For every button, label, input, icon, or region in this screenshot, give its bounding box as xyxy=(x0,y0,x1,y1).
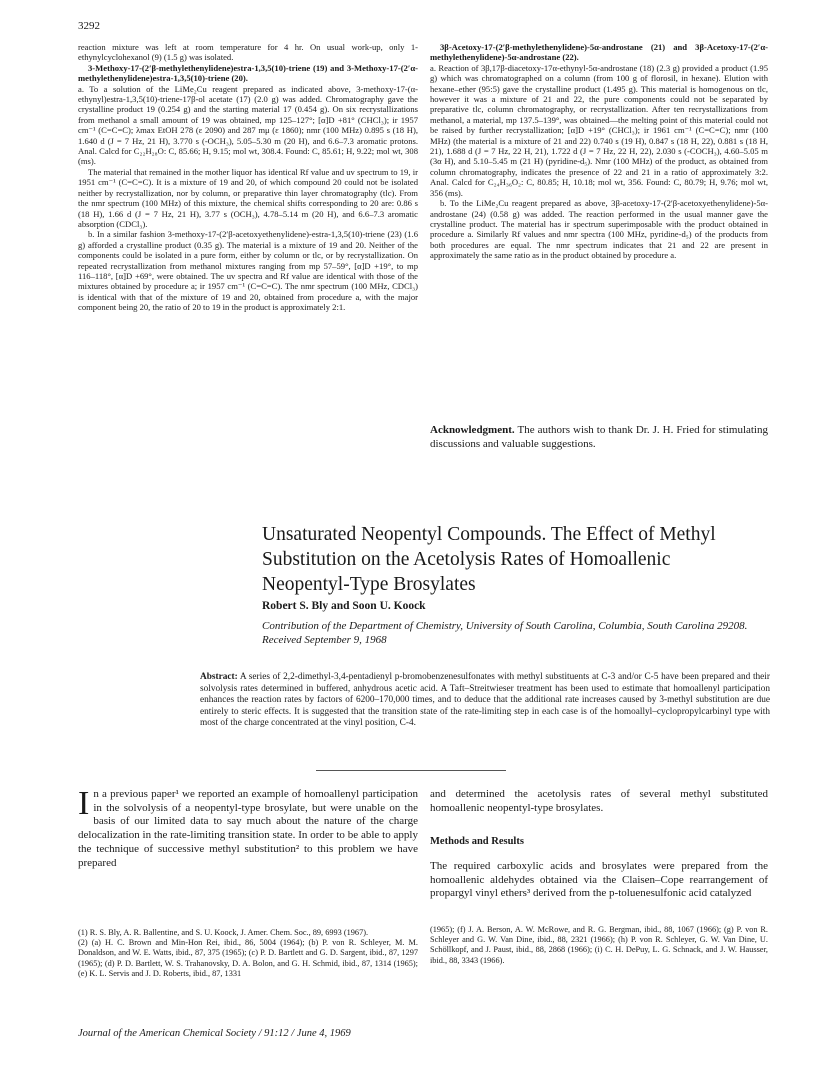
intro-paragraph: n a previous paper¹ we reported an example of homoallenyl participation in the solvolysis of a neopentyl-type brosylate, but were unable on the basis of our limited data to say much about the nature of the charge delocalization in the rate-limiting transition state. In order to be able to apply the technique of successive methyl substitution² to this problem we have prepared xyxy=(78,788,418,869)
acknowledgment xyxy=(430,424,768,451)
intro-text-left xyxy=(78,785,418,870)
contribution-note: Contribution of the Department of Chemistry, University of South Carolina, Columbia, South Carolina 29208. Received September 9, 1968 xyxy=(262,620,748,646)
article-title: Unsaturated Neopentyl Compounds. The Effect of Methyl Substitution on the Acetolysis Rates of Homoallenic Neopentyl-Type Brosylates xyxy=(262,524,716,595)
footnotes-right xyxy=(430,925,768,966)
article-authors: Robert S. Bly and Soon U. Koock xyxy=(262,600,426,612)
compound-heading: 3β-Acetoxy-17-(2′β-methylethenylidene)-5α-androstane (21) and 3β-Acetoxy-17-(2′α-methylethenylidene)-5α-androstane (22). xyxy=(430,42,768,63)
paragraph: The material that remained in the mother liquor has identical Rf value and uv spectrum to 19, ir 1951 cm⁻¹ (C=C=C). It is a mixture of 19 and 20, of which compound 20 could not be isolated neither by recrystallization, nor by column, or preparative thin layer chromatography (tlc). From the nmr spectrum (100 MHz) of this mixture, the chemical shifts corresponding to 20 are: 0.86 s (18 H), 1.66 d (J = 7 Hz, 21 H), 3.77 s (OCH₃), 4.78–5.14 m (20 H), and 6.6–7.3 aromatic absorption (CDCl₃). xyxy=(78,166,418,229)
paragraph: b. To the LiMe₂Cu reagent prepared as above, 3β-acetoxy-17-(2′β-acetoxyethenylidene)-5α-androstane (24) (0.58 g) was added. The reaction performed in the usual manner gave the crystalline product. The material has ir spectrum superimposable with the product obtained in procedure a. Similarly Rf values and nmr spectra (100 MHz, pyridine-d₅) of the products from both procedures are equal. The nmr spectrum indicates that 21 and 22 are present in approximately the same ratio as in the product obtained by procedure a. xyxy=(430,198,768,261)
paragraph: reaction mixture was left at room temperature for 4 hr. On usual work-up, only 1-ethynylcyclohexanol (9) (1.5 g) was isolated. xyxy=(78,42,418,63)
abstract xyxy=(200,672,770,730)
footnote: (1965); (f) J. A. Berson, A. W. McRowe, and R. G. Bergman, ibid., 88, 1067 (1966); (g) P. von R. Schleyer and G. W. Van Dine, ibid., 88, 2321 (1966); (h) P. von R. Schleyer, G. W. Van Dine, U. Schöllkopf, and J. Paust, ibid., 88, 2868 (1966); (i) C. H. DePuy, L. G. Schnack, and J. W. Hausser, ibid., 88, 3343 (1966). xyxy=(430,925,768,965)
drop-cap: I xyxy=(78,785,90,822)
paragraph: b. In a similar fashion 3-methoxy-17-(2′β-acetoxyethenylidene)-estra-1,3,5(10)-triene (23) (1.6 g) afforded a crystalline product (0.35 g). The material is a mixture of 19 and 20. Neither of the components could be isolated in a pure form, either by column or tlc, or by recrystallization. On repeated recrystallization from methanol mixtures ranging from mp 57–59°, [α]D +19°, to mp 116–118°, [α]D +69°, were obtained. The uv spectra and Rf value are identical with those of the mixtures obtained by procedure a; ir 1957 cm⁻¹ (C=C=C). The nmr spectrum (100 MHz, CDCl₃) is identical with that of the mixture of 19 and 20, obtained from procedure a, with the major component being 20, the ratio of 20 to 19 in the product is approximately 2:1. xyxy=(78,229,418,313)
journal-footer: Journal of the American Chemical Society / 91:12 / June 4, 1969 xyxy=(78,1028,351,1039)
abstract-text: A series of 2,2-dimethyl-3,4-pentadienyl p-bromobenzenesulfonates with methyl substituents at C-3 and/or C-5 have been prepared and their solvolysis rates determined in buffered, anhydrous acetic acid. A Taft–Streitwieser treatment has been used to estimate that homoallenyl participation enhances the reaction rates by factors of 6200–170,000 times, and to deduce that the additional rate increases caused by 3-methyl substitution are due entirely to steric effects. It is suggested that the transition state of the rate-limiting step in each case is of the homoallyl–cyclopropylcarbinyl type with most of the charge concentrated at the vinyl position, C-4. xyxy=(200,672,770,729)
section-heading: Methods and Results xyxy=(430,836,524,847)
abstract-heading: Abstract: xyxy=(200,672,238,682)
intro-text-right: and determined the acetolysis rates of several methyl substituted homoallenic neopentyl-type brosylates. xyxy=(430,788,768,814)
compound-heading: 3-Methoxy-17-(2′β-methylethenylidene)estra-1,3,5(10)-triene (19) and 3-Methoxy-17-(2′α-methylethenylidene)estra-1,3,5(10)-triene (20). xyxy=(78,62,418,84)
footnote: (1) R. S. Bly, A. R. Ballentine, and S. U. Koock, J. Amer. Chem. Soc., 89, 6993 (1967). xyxy=(78,928,369,937)
paragraph: a. Reaction of 3β,17β-diacetoxy-17α-ethynyl-5α-androstane (18) (2.3 g) provided a product (1.95 g) which was chromatographed on a column (from 100 g of florosil, in hexane). Elution with hexane–ether (95:5) gave the crystalline product (1.495 g). This material is homogenous on tlc, however it was a mixture of 21 and 22, the pure components could not be separated by preparative tlc, column chromatography, or recrystallization. After ten recrystallizations from methanol, a material, mp 137.5–139°, was obtained—the melting point of this material could not be raised by further recrystallization; [α]D +19° (CHCl₃); ir 1961 cm⁻¹ (C=C=C); nmr (100 MHz) (the material is a mixture of 21 and 22) 0.740 s (19 H), 0.847 s (18 H, 22), 0.881 s (18 H, 21), 1.688 d (J = 7 Hz, 22 H, 21), 1.722 d (J = 7 Hz, 22 H, 22), 2.030 s (-COCH₃), 4.60–5.05 m (3α H), and 5.10–5.45 m (21 H) (pyridine-d₅). Nmr (100 MHz) of the product, as obtained from column chromatography, indicates the presence of 22 and 21 in a ratio of approximately 3:2. Anal. Calcd for C₂₄H₃₆O₂: C, 80.85; H, 10.18; mol wt, 356. Found: C, 80.79; H, 9.76; mol wt, 356 (ms). xyxy=(430,62,768,198)
right-experimental-column xyxy=(430,42,768,261)
acknowledgment-text: The authors wish to thank Dr. J. H. Fried for stimulating discussions and valuable suggestions. xyxy=(430,424,768,450)
left-experimental-column xyxy=(78,42,418,313)
acknowledgment-heading: Acknowledgment. xyxy=(430,424,515,436)
paragraph: a. To a solution of the LiMe₂Cu reagent prepared as indicated above, 3-methoxy-17-(α-ethynyl)estra-1,3,5(10)-triene-17β-ol acetate (17) (2.0 g) was added. Chromatography gave the crystalline product 19 (0.254 g) and the starting material 17 (0.454 g). On six recrystallizations from methanol a small amount of 19 was obtained, mp 125–127°; [α]D +81° (CHCl₃); ir 1957 cm⁻¹ (C=C=C); λmax EtOH 278 (ε 2090) and 287 mμ (ε 1860); nmr (100 MHz) 0.895 s (18 H), 1.640 d (J = 7 Hz, 21 H), 3.770 s (-OCH₃), 5.05–5.30 m (20 H), and 6.6–7.3 aromatic protons. Anal. Calcd for C₂₂H₂₈O: C, 85.66; H, 9.15; mol wt, 308.4. Found: C, 85.61; H, 9.22; mol wt, 308 (ms). xyxy=(78,83,418,167)
section-divider xyxy=(316,770,506,771)
footnote: (2) (a) H. C. Brown and Min-Hon Rei, ibid., 86, 5004 (1964); (b) P. von R. Schleyer, M. M. Donaldson, and W. E. Watts, ibid., 87, 375 (1965); (c) P. D. Bartlett and G. D. Sargent, ibid., 87, 1297 (1965); (d) P. D. Bartlett, W. S. Trahanovsky, D. A. Bolon, and G. H. Schmid, ibid., 87, 1314 (1965); (e) K. L. Servis and J. D. Roberts, ibid., 87, 1331 xyxy=(78,938,418,978)
page-number: 3292 xyxy=(78,20,100,32)
footnotes-left xyxy=(78,928,418,979)
methods-paragraph: The required carboxylic acids and brosylates were prepared from the homoallenic aldehydes obtained via the Claisen–Cope rearrangement of propargyl vinyl ethers³ derived from the p-toluenesulfonic acid catalyzed xyxy=(430,860,768,900)
